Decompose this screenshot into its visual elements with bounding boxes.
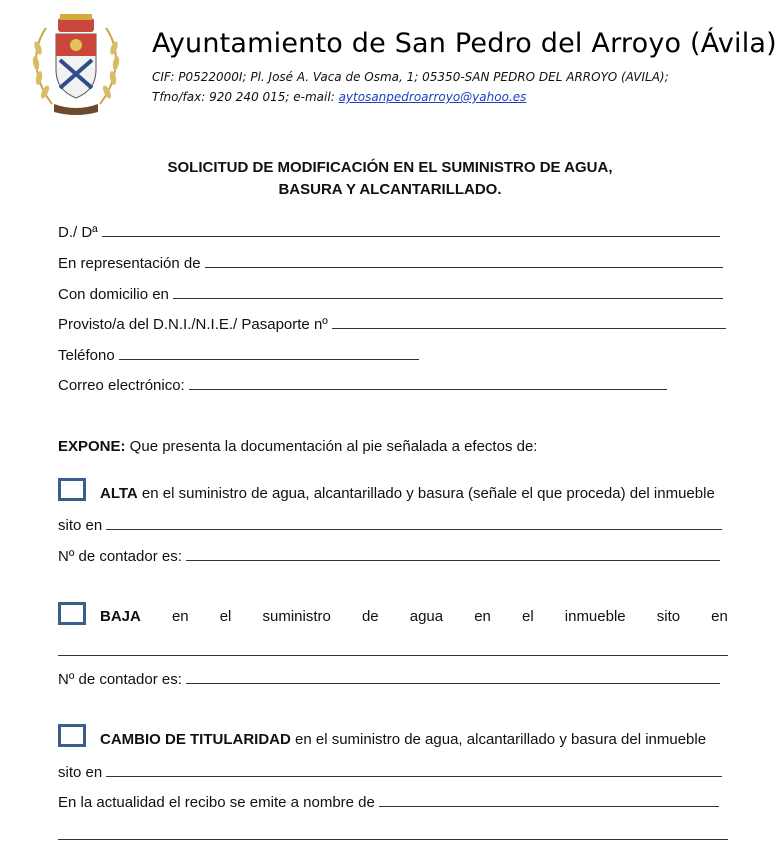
baja-meter-label: Nº de contador es: (58, 671, 182, 688)
cambio-text: en el suministro de agua, alcantarillado y basura del inmueble (290, 731, 707, 748)
baja-address-field[interactable] (58, 654, 728, 656)
cambio-description (100, 731, 706, 748)
phone-field[interactable] (119, 345, 419, 360)
domicile-label: Con domicilio en (58, 286, 169, 303)
email-link[interactable]: aytosanpedroarroyo@yahoo.es (338, 90, 527, 104)
name-field[interactable] (102, 222, 720, 237)
baja-word: suministro (262, 608, 331, 625)
baja-word: sito (656, 608, 681, 625)
id-row (58, 314, 726, 333)
document-title-line1: SOLICITUD DE MODIFICACIÓN EN EL SUMINISTRO DE AGUA, (167, 159, 613, 176)
name-label: D./ Dª (58, 224, 98, 241)
baja-word: en (711, 608, 728, 625)
domicile-field[interactable] (173, 284, 723, 299)
representation-row (58, 253, 723, 272)
cambio-receipt-label: En la actualidad el recibo se emite a nombre de (58, 794, 375, 811)
baja-description (100, 608, 728, 625)
baja-word: el (521, 608, 534, 625)
cambio-sito-label: sito en (58, 764, 103, 781)
baja-word: el (219, 608, 232, 625)
baja-word: en (171, 608, 189, 625)
alta-description (100, 485, 715, 502)
phone-text: Tfno/fax: 920 240 015; e-mail: (152, 90, 339, 104)
cambio-checkbox[interactable] (58, 724, 86, 747)
alta-sito-label: sito en (58, 517, 103, 534)
cambio-receipt-field[interactable] (379, 792, 719, 807)
cambio-receipt-row (58, 792, 719, 811)
expone-row (58, 438, 537, 455)
address-line: CIF: P0522000I; Pl. José A. Vaca de Osma, 1; 05350-SAN PEDRO DEL ARROYO (AVILA); (152, 70, 669, 84)
alta-sito-row (58, 515, 722, 534)
cambio-sito-row (58, 762, 722, 781)
baja-word: inmueble (564, 608, 626, 625)
document-title (150, 157, 630, 201)
id-label: Provisto/a del D.N.I./N.I.E./ Pasaporte nº (58, 316, 328, 333)
contact-line (152, 90, 526, 104)
baja-meter-field[interactable] (186, 669, 720, 684)
name-row (58, 222, 720, 241)
cambio-label: CAMBIO DE TITULARIDAD (100, 731, 291, 748)
baja-label: BAJA (100, 608, 141, 625)
alta-meter-field[interactable] (186, 546, 720, 561)
alta-label: ALTA (100, 485, 138, 502)
municipality-title: Ayuntamiento de San Pedro del Arroyo (Ávila) (152, 28, 777, 59)
baja-word: agua (409, 608, 444, 625)
phone-row (58, 345, 419, 364)
id-field[interactable] (332, 314, 726, 329)
expone-label: EXPONE: (58, 438, 126, 455)
cambio-sito-field[interactable] (106, 762, 722, 777)
alta-checkbox[interactable] (58, 478, 86, 501)
alta-meter-row (58, 546, 720, 565)
baja-word: de (361, 608, 379, 625)
domicile-row (58, 284, 723, 303)
email-field[interactable] (189, 375, 667, 390)
email-label: Correo electrónico: (58, 377, 185, 394)
municipality-crest-logo (24, 8, 128, 120)
alta-meter-label: Nº de contador es: (58, 548, 182, 565)
alta-sito-field[interactable] (106, 515, 722, 530)
email-row (58, 375, 667, 394)
alta-text: en el suministro de agua, alcantarillado y basura (señale el que proceda) del inmueble (137, 485, 715, 502)
representation-label: En representación de (58, 255, 201, 272)
expone-text: Que presenta la documentación al pie señalada a efectos de: (125, 438, 538, 455)
phone-label: Teléfono (58, 347, 115, 364)
cambio-receipt-continuation-field[interactable] (58, 838, 728, 840)
document-title-line2: BASURA Y ALCANTARILLADO. (278, 181, 502, 198)
baja-checkbox[interactable] (58, 602, 86, 625)
baja-word: en (474, 608, 491, 625)
representation-field[interactable] (205, 253, 723, 268)
baja-meter-row (58, 669, 720, 688)
